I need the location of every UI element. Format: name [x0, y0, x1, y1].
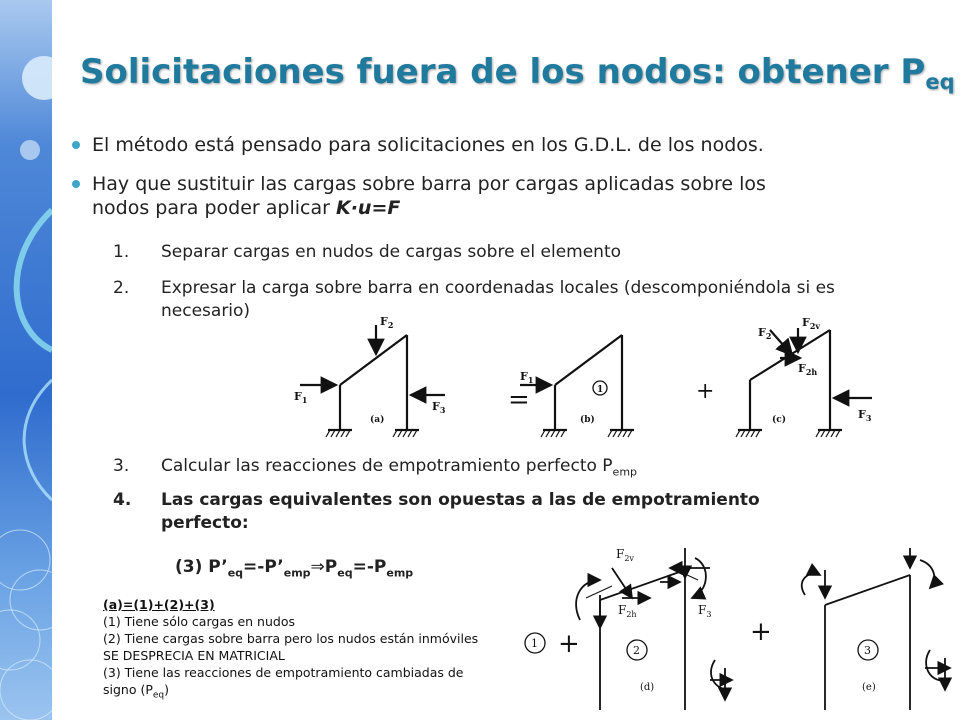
step-3-subscript: emp [612, 465, 638, 479]
note-line-3: (2) Tiene cargas sobre barra pero los nudos están inmóviles [103, 631, 479, 646]
footnote [103, 596, 503, 705]
label-circle-1: 1 [597, 385, 604, 395]
label-d: (d) [640, 682, 655, 693]
label-f2h-c: $F_{2h}$ [798, 362, 818, 377]
plus-sign-d-2: + [750, 617, 772, 647]
step-4-number: 4. [113, 490, 132, 510]
label-e: (e) [862, 682, 876, 693]
equation-ku-f: K·u=F [335, 197, 401, 219]
note-line-4: SE DESPRECIA EN MATRICIAL [103, 648, 285, 663]
note-line-6-main: signo (P [103, 682, 153, 697]
label-f3-d: $F_3$ [698, 603, 712, 619]
step-2-line2: necesario) [161, 301, 251, 321]
step-3-main: Calcular las reacciones de empotramiento perfecto P [161, 456, 613, 476]
formula-sub-c: eq [337, 566, 353, 580]
label-circle-3-e: 3 [864, 644, 871, 657]
formula-sub-b: emp [283, 566, 311, 580]
title-main: Solicitaciones fuera de los nodos: obtener P [80, 52, 926, 92]
note-line-6 [103, 681, 503, 705]
label-f3-a: $F_3$ [432, 400, 446, 415]
step-2-number: 2. [113, 278, 130, 298]
label-f2v-d: $F_{2v}$ [616, 547, 634, 563]
bullet-2-line2: nodos para poder aplicar [92, 197, 336, 219]
formula-sub-d: emp [386, 566, 414, 580]
bottom-moment-d [711, 660, 730, 690]
step-1-text: Separar cargas en nudos de cargas sobre el elemento [161, 242, 622, 262]
note-line-6-end: ) [164, 682, 170, 697]
note-line-5: (3) Tiene las reacciones de empotramiento cambiadas de [103, 665, 464, 680]
moment-arrow-left-e [802, 574, 820, 595]
step-3-text [161, 455, 941, 483]
slide-title [80, 52, 955, 94]
implies-arrow: ⇒ [310, 557, 325, 577]
label-f2-a: $F_2$ [380, 315, 394, 330]
note-line-2: (1) Tiene sólo cargas en nudos [103, 614, 295, 629]
label-f2v-c: $F_{2v}$ [802, 316, 821, 331]
note-line-1: (a)=(1)+(2)+(3) [103, 597, 215, 612]
arrow-f2v-d [612, 568, 632, 598]
frame-c [738, 330, 842, 430]
label-b: (b) [580, 415, 595, 425]
label-f2-c: $F_2$ [758, 326, 772, 341]
bullet-1 [92, 133, 764, 157]
step-2-line1: Expresar la carga sobre barra en coordenadas locales (descomponiéndola si es [161, 278, 835, 298]
plus-sign-top: + [696, 379, 715, 404]
step-4-line2: perfecto: [161, 513, 249, 533]
bullet-1-text: El método está pensado para solicitaciones en los G.D.L. de los nodos. [92, 134, 764, 156]
bottom-moment-e [926, 650, 950, 681]
formula-part-b: =-P’ [243, 557, 284, 577]
label-f3-c: $F_3$ [858, 408, 872, 423]
note-line-6-sub: eq [152, 690, 165, 701]
title-subscript: eq [925, 70, 955, 94]
label-a: (a) [370, 415, 385, 425]
bullet-2-line1: Hay que sustituir las cargas sobre barra por cargas aplicadas sobre los [92, 173, 766, 195]
step-3-number: 3. [113, 456, 130, 476]
bullet-2 [92, 172, 852, 220]
step-4-text [161, 489, 941, 535]
formula [175, 557, 413, 579]
formula-part-a: (3) P’ [175, 557, 228, 577]
label-f1-a: $F_1$ [294, 390, 308, 405]
label-circle-1-d: 1 [531, 637, 538, 650]
decorative-orbs [0, 0, 52, 720]
formula-part-d: =-P [352, 557, 387, 577]
step-1-number: 1. [113, 242, 130, 262]
moment-arrow-left-d [576, 580, 600, 620]
equals-sign: = [508, 385, 530, 415]
formula-part-c: P [324, 557, 338, 577]
frame-diagram-bottom [520, 540, 960, 720]
label-f1-b: $F_1$ [520, 370, 534, 385]
step-4-line1: Las cargas equivalentes son opuestas a las de empotramiento [161, 490, 760, 510]
plus-sign-d-1: + [558, 629, 580, 659]
frame-diagram-top [280, 310, 900, 450]
label-c: (c) [772, 415, 786, 425]
label-circle-2-d: 2 [633, 644, 640, 657]
formula-sub-a: eq [227, 566, 244, 580]
arrow-f2-c [770, 330, 792, 355]
label-f2h-d: $F_{2h}$ [618, 603, 637, 619]
moment-arrow-right-e [920, 560, 934, 588]
decorative-side-stripe [0, 0, 52, 720]
